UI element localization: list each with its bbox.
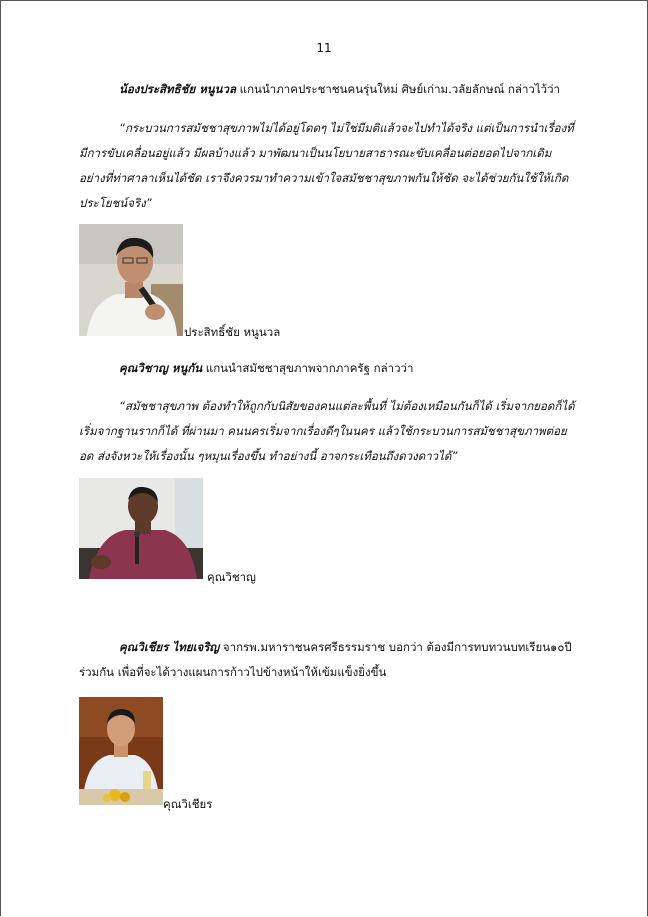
photo-caption-2: คุณวิชาญ (207, 570, 256, 584)
speaker-name-2: คุณวิชาญ หนูกัน (119, 361, 203, 375)
photo-caption-3: คุณวิเชียร (163, 797, 213, 811)
speaker-name-1: น้องประสิทธิชัย หนูนวล (119, 82, 237, 96)
speaker-intro-text-1: แกนนำภาคประชาชนคนรุ่นใหม่ ศิษย์เก่าม.วลัยลักษณ์ กล่าวไว้ว่า (236, 82, 561, 96)
quote-2: “สมัชชาสุขภาพ ต้องทำให้ถูกกับนิสัยของคนแต่ละพื้นที่ ไม่ต้องเหมือนกันก็ได้ เริ่มจากยอดก็ได้ เริ่มจากฐานรากก็ได้ ที่ผ่านมา คนนครเริ่มจากเรื่องดีๆในนคร แล้วใช้กระบวนการสมัชชาสุขภาพต่อยอด ส่งจังหวะให้เรื่องนั้น ๆหมุนเรื่องขึ้น ทำอย่างนี้ อาจกระเทือนถึงดวงดาวได้” (79, 399, 575, 463)
speaker-intro-text-2: แกนนำสมัชชาสุขภาพจากภาครัฐ กล่าวว่า (202, 361, 414, 375)
photo-caption-1: ประสิทธิ์ชัย หนูนวล (184, 325, 281, 339)
quote-1: “กระบวนการสมัชชาสุขภาพไม่ได้อยู่โดดๆ ไม่ใช่มีมติแล้วจะไปทำได้จริง แต่เป็นการนำเรื่องที่มีการขับเคลื่อนอยู่แล้ว มีผลบ้างแล้ว มาพัฒนาเป็นนโยบายสาธารณะขับเคลื่อนต่อยอดไปจากเดิม อย่างที่ท่าศาลาเห็นได้ชัด เราจึงควรมาทำความเข้าใจสมัชชาสุขภาพกันให้ชัด จะได้ช่วยกันใช้ให้เกิดประโยชน์จริง” (79, 121, 574, 210)
speaker-intro-1 (79, 77, 579, 102)
photo-wichan (79, 478, 203, 579)
photo-prasitthichai (79, 224, 183, 336)
speaker-intro-3 (79, 635, 579, 685)
photo-wichian (79, 697, 163, 805)
speaker-intro-2 (79, 356, 579, 381)
speaker-name-3: คุณวิเชียร ไทยเจริญ (119, 640, 220, 654)
page-number: 11 (316, 41, 332, 55)
speaker-intro-text-3: จากรพ.มหาราชนครศรีธรรมราช บอกว่า ต้องมีการทบทวนบทเรียน๑๐ปี ร่วมกัน เพื่อที่จะได้วางแผนการก้าวไปข้างหน้าให้เข้มแข็งยิ่งขึ้น (79, 640, 572, 679)
